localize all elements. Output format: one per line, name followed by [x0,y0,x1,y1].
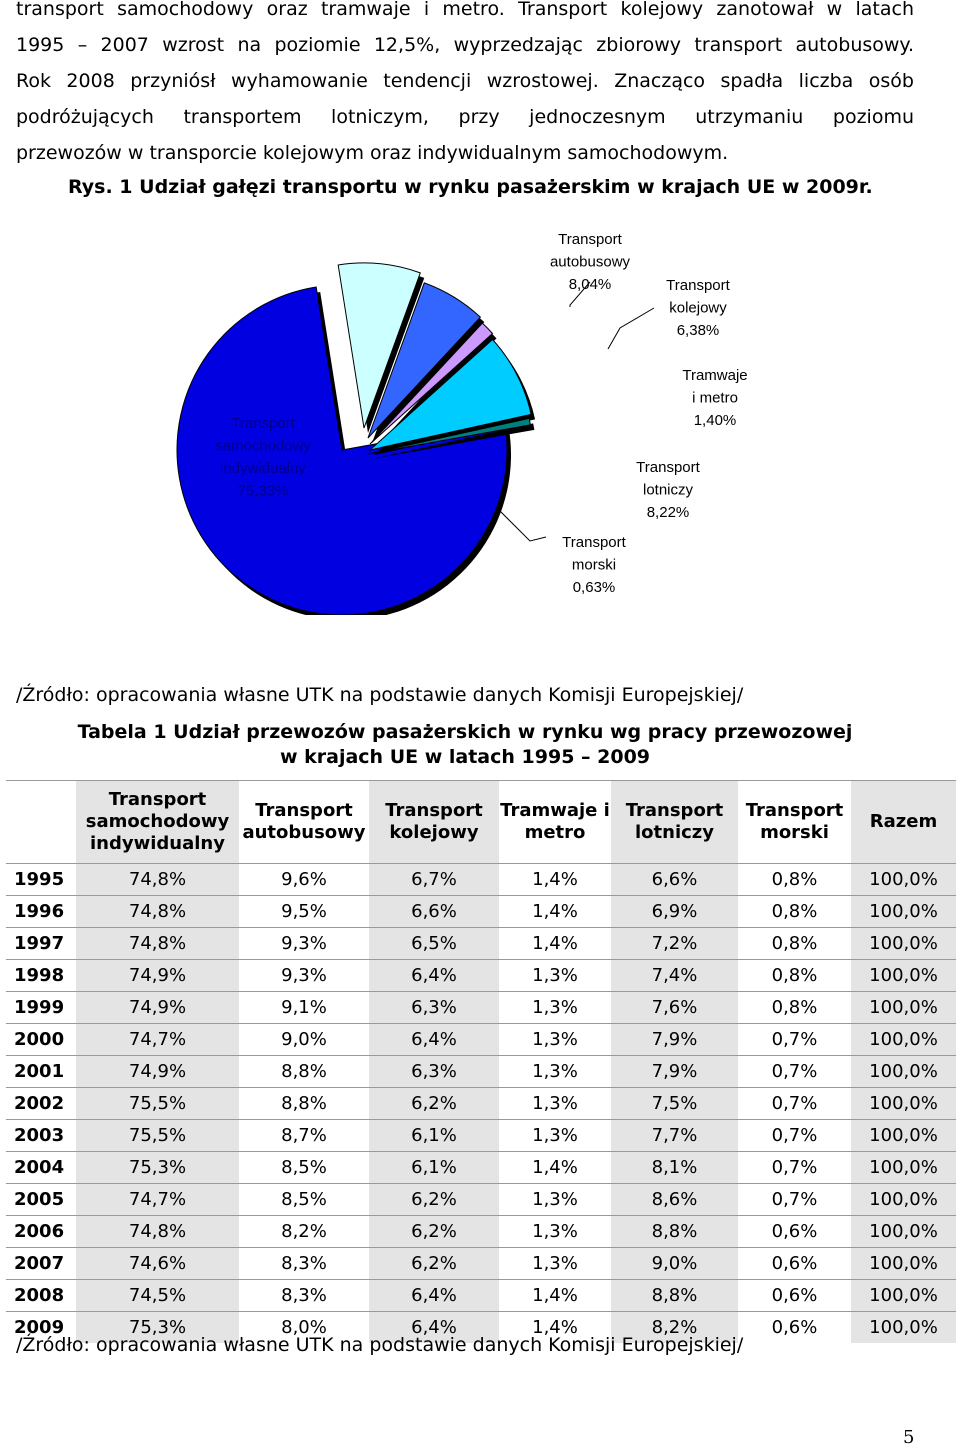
table-cell: 6,3% [369,992,499,1024]
column-header [6,781,76,864]
table-cell: 9,1% [239,992,369,1024]
column-header: Transport kolejowy [369,781,499,864]
table-cell: 7,9% [611,1024,738,1056]
table-cell: 1,3% [499,1248,611,1280]
table-cell: 0,6% [738,1280,851,1312]
table-cell: 6,7% [369,864,499,896]
column-header: Transport autobusowy [239,781,369,864]
column-header: Transport samochodowy indywidualny [76,781,239,864]
table-cell: 100,0% [851,1056,956,1088]
table-cell: 100,0% [851,1280,956,1312]
table-cell: 8,2% [611,1312,738,1344]
year-cell: 2000 [6,1024,76,1056]
table-cell: 9,0% [239,1024,369,1056]
table-cell: 6,1% [369,1120,499,1152]
table-cell: 6,9% [611,896,738,928]
table-cell: 9,6% [239,864,369,896]
table-cell: 6,2% [369,1088,499,1120]
year-cell: 1997 [6,928,76,960]
table-cell: 9,3% [239,960,369,992]
table-cell: 100,0% [851,1024,956,1056]
table-cell: 8,1% [611,1152,738,1184]
year-cell: 1995 [6,864,76,896]
table-cell: 74,8% [76,864,239,896]
table-title-line: Tabela 1 Udział przewozów pasażerskich w rynku wg pracy przewozowej [77,721,853,743]
table-cell: 75,3% [76,1152,239,1184]
leader-line [608,308,654,349]
figure-caption: Rys. 1 Udział gałęzi transportu w rynku pasażerskim w krajach UE w 2009r. [68,176,873,198]
year-cell: 2004 [6,1152,76,1184]
source-note: /Źródło: opracowania własne UTK na podstawie danych Komisji Europejskiej/ [16,1334,744,1356]
table-cell: 1,4% [499,1152,611,1184]
table-cell: 100,0% [851,992,956,1024]
table-cell: 6,6% [611,864,738,896]
table-cell: 6,2% [369,1184,499,1216]
table-cell: 6,6% [369,896,499,928]
table-cell: 0,6% [738,1216,851,1248]
table-row [6,1056,956,1088]
table-cell: 100,0% [851,1184,956,1216]
table-cell: 75,5% [76,1088,239,1120]
table-cell: 6,5% [369,928,499,960]
table-row [6,1088,956,1120]
table-cell: 74,8% [76,896,239,928]
table-cell: 74,9% [76,960,239,992]
year-cell: 2005 [6,1184,76,1216]
table-cell: 74,8% [76,1216,239,1248]
table-cell: 8,8% [611,1280,738,1312]
table-cell: 1,3% [499,1056,611,1088]
table-cell: 8,8% [239,1056,369,1088]
table-cell: 0,6% [738,1248,851,1280]
table-cell: 100,0% [851,1248,956,1280]
table-cell: 8,7% [239,1120,369,1152]
table-cell: 0,8% [738,992,851,1024]
table-cell: 100,0% [851,1312,956,1344]
table-cell: 8,5% [239,1184,369,1216]
table-row [6,1216,956,1248]
table-row [6,1120,956,1152]
table-cell: 0,7% [738,1120,851,1152]
table-body [6,864,956,1344]
table-cell: 74,5% [76,1280,239,1312]
table-cell: 1,4% [499,896,611,928]
table-cell: 9,0% [611,1248,738,1280]
table-cell: 8,8% [239,1088,369,1120]
page-number: 5 [903,1427,915,1448]
paragraph-line: podróżujących transportem lotniczym, przy jednoczesnym utrzymaniu poziomu [16,106,914,128]
source-note: /Źródło: opracowania własne UTK na podstawie danych Komisji Europejskiej/ [16,684,744,706]
table-cell: 1,4% [499,1280,611,1312]
table-row [6,1280,956,1312]
table-cell: 0,7% [738,1184,851,1216]
column-header: Transport lotniczy [611,781,738,864]
year-cell: 2003 [6,1120,76,1152]
table-cell: 8,0% [239,1312,369,1344]
table-cell: 6,3% [369,1056,499,1088]
table-cell: 1,3% [499,1216,611,1248]
pie-chart [0,215,960,615]
table-cell: 1,3% [499,1024,611,1056]
paragraph-line: transport samochodowy oraz tramwaje i metro. Transport kolejowy zanotował w latach [16,0,914,20]
table-cell: 100,0% [851,928,956,960]
table-row [6,960,956,992]
table-cell: 9,5% [239,896,369,928]
table-cell: 0,6% [738,1312,851,1344]
table-cell: 6,2% [369,1216,499,1248]
year-cell: 2007 [6,1248,76,1280]
table-row [6,992,956,1024]
table-cell: 8,5% [239,1152,369,1184]
leader-line [500,511,546,541]
table-cell: 74,7% [76,1184,239,1216]
table-cell: 7,7% [611,1120,738,1152]
table-cell: 0,7% [738,1024,851,1056]
body-paragraph [16,0,914,171]
table-title-line: w krajach UE w latach 1995 – 2009 [279,746,651,768]
table-cell: 7,6% [611,992,738,1024]
table-cell: 1,3% [499,1120,611,1152]
table-cell: 100,0% [851,960,956,992]
table-cell: 1,4% [499,864,611,896]
table-cell: 6,4% [369,1024,499,1056]
table-cell: 8,8% [611,1216,738,1248]
table-cell: 7,5% [611,1088,738,1120]
table-row [6,1248,956,1280]
table-cell: 8,6% [611,1184,738,1216]
table-cell: 0,7% [738,1152,851,1184]
table-cell: 100,0% [851,1120,956,1152]
data-table [6,780,956,1343]
table-cell: 8,2% [239,1216,369,1248]
table-cell: 7,9% [611,1056,738,1088]
paragraph-line: Rok 2008 przyniósł wyhamowanie tendencji wzrostowej. Znacząco spadła liczba osób [16,70,914,92]
table-cell: 0,8% [738,960,851,992]
year-cell: 1998 [6,960,76,992]
pie-slice-label: Transport autobusowy 8,04% [549,231,631,293]
pie-slice-label: Transport kolejowy 6,38% [666,277,730,339]
table-cell: 6,1% [369,1152,499,1184]
pie-slice-label: Transport lotniczy 8,22% [636,459,700,521]
table-cell: 6,2% [369,1248,499,1280]
paragraph-line: przewozów w transporcie kolejowym oraz indywidualnym samochodowym. [16,142,729,164]
column-header: Tramwaje i metro [499,781,611,864]
table-row [6,928,956,960]
table-cell: 7,2% [611,928,738,960]
table-cell: 100,0% [851,1216,956,1248]
table-cell: 74,9% [76,992,239,1024]
table-title [0,720,930,770]
table-cell: 100,0% [851,864,956,896]
table-cell: 8,3% [239,1280,369,1312]
table-cell: 0,8% [738,896,851,928]
year-cell: 2008 [6,1280,76,1312]
table-cell: 6,4% [369,1312,499,1344]
column-header: Razem [851,781,956,864]
table-cell: 0,7% [738,1056,851,1088]
pie-slice-label: Transport samochodowy indywidualny 75,33% [215,415,311,500]
pie-slice-label: Tramwaje i metro 1,40% [682,367,748,429]
table-row [6,1184,956,1216]
table-cell: 100,0% [851,896,956,928]
table-cell: 0,8% [738,864,851,896]
table-cell: 75,3% [76,1312,239,1344]
table-cell: 1,3% [499,1088,611,1120]
year-cell: 2002 [6,1088,76,1120]
table-cell: 0,7% [738,1088,851,1120]
table-cell: 7,4% [611,960,738,992]
table-row [6,1152,956,1184]
table-cell: 1,3% [499,960,611,992]
table-cell: 74,8% [76,928,239,960]
table-cell: 75,5% [76,1120,239,1152]
table-cell: 0,8% [738,928,851,960]
table-cell: 100,0% [851,1152,956,1184]
table-row [6,896,956,928]
pie-slice-label: Transport morski 0,63% [562,534,626,596]
table-cell: 6,4% [369,960,499,992]
table-header-row [6,781,956,864]
table-cell: 9,3% [239,928,369,960]
table-cell: 1,4% [499,1312,611,1344]
table-cell: 1,4% [499,928,611,960]
year-cell: 1999 [6,992,76,1024]
table-cell: 100,0% [851,1088,956,1120]
year-cell: 2006 [6,1216,76,1248]
table-row [6,1024,956,1056]
year-cell: 2009 [6,1312,76,1344]
paragraph-line: 1995 – 2007 wzrost na poziomie 12,5%, wyprzedzając zbiorowy transport autobusowy. [16,34,914,56]
table-cell: 1,3% [499,992,611,1024]
table-cell: 74,7% [76,1024,239,1056]
table-row [6,864,956,896]
column-header: Transport morski [738,781,851,864]
year-cell: 2001 [6,1056,76,1088]
table-cell: 74,9% [76,1056,239,1088]
table-cell: 8,3% [239,1248,369,1280]
table-cell: 1,3% [499,1184,611,1216]
table-cell: 74,6% [76,1248,239,1280]
table-cell: 6,4% [369,1280,499,1312]
year-cell: 1996 [6,896,76,928]
